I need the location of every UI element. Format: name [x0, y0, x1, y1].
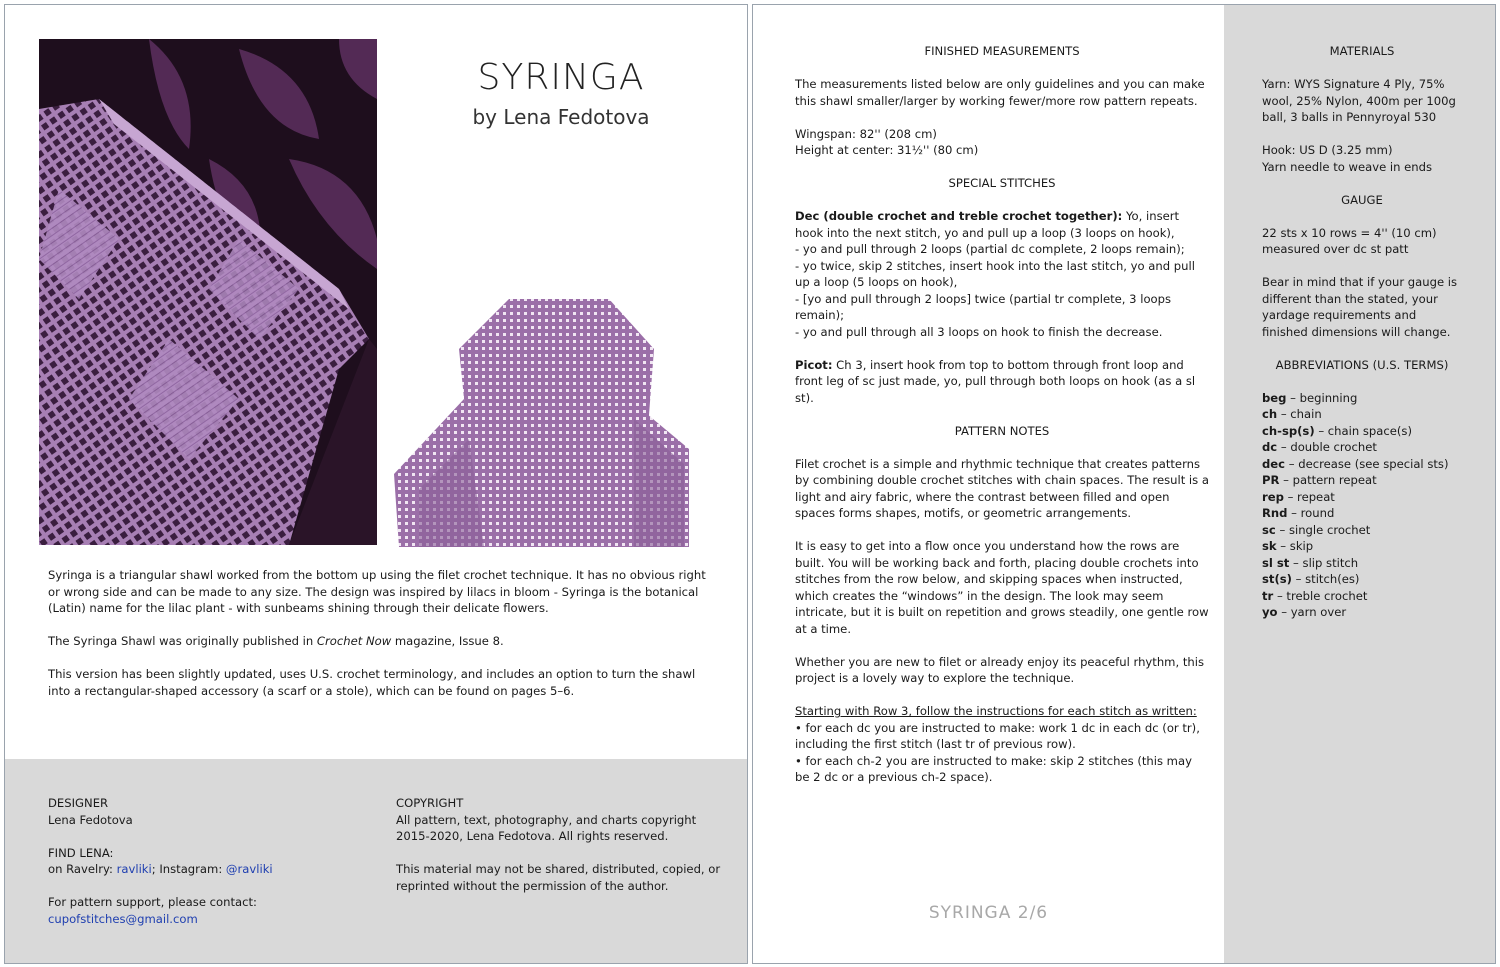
- notes-paragraph: It is easy to get into a flow once you understand how the rows are built. You will be working back and forth, placing double crochets into stitches from the row below, and skipping spaces when instructed, which creates the “windows” in the design. The look may seem intricate, but it is built on repetition and grows steadily, one gentle row at a time.: [795, 539, 1209, 636]
- main-column: [795, 43, 1209, 786]
- credits-footer: [5, 759, 748, 964]
- abbreviation-item: tr – treble crochet: [1262, 588, 1368, 603]
- row3-item: • for each dc you are instructed to make: work 1 dc in each dc (or tr), including the first stitch (last tr of previous row).: [795, 720, 1200, 751]
- picot-definition: Picot: Ch 3, insert hook from top to bottom through front loop and front leg of sc just made, yo, pull through both loops on hook (as a sl st).: [795, 357, 1196, 405]
- row3-item: • for each ch-2 you are instructed to make: skip 2 stitches (this may be 2 dc or a previous ch-2 space).: [795, 753, 1192, 784]
- abbreviation-item: Rnd – round: [1262, 506, 1335, 520]
- materials-heading: MATERIALS: [1329, 44, 1395, 58]
- abbreviation-item: dec – decrease (see special sts): [1262, 456, 1449, 471]
- measurements-text: The measurements listed below are only guidelines and you can make this shawl smaller/larger by working fewer/more row pattern repeats.: [795, 77, 1205, 108]
- intro-paragraph: The Syringa Shawl was originally published in Crochet Now magazine, Issue 8.: [48, 634, 504, 648]
- pattern-author: by Lena Fedotova: [472, 105, 650, 129]
- abbreviation-item: ch-sp(s) – chain space(s): [1262, 423, 1412, 438]
- abbreviation-item: PR – pattern repeat: [1262, 473, 1377, 487]
- picot-label: Picot:: [795, 357, 833, 372]
- abbreviation-item: ch – chain: [1262, 407, 1322, 421]
- intro-paragraph: Syringa is a triangular shawl worked from the bottom up using the filet crochet technique. It has no obvious right or wrong side and can be made to any size. The design was inspired by lilacs in bloom - Syringa is the botanical (Latin) name for the lilac plant - with sunbeams shining through their delicate flowers.: [48, 568, 706, 615]
- dec-definition: Dec (double crochet and treble crochet together): Yo, insert hook into the next stitch, yo and pull up a loop (3 loops on hook),: [795, 209, 1180, 240]
- abbreviation-item: yo – yarn over: [1262, 605, 1347, 619]
- abbreviation-item: sc – single crochet: [1262, 522, 1371, 537]
- abbreviations-list: [1262, 390, 1462, 621]
- dec-step: - yo and pull through all 3 loops on hook to finish the decrease.: [795, 324, 1163, 339]
- abbreviation-item: beg – beginning: [1262, 390, 1358, 405]
- shawl-folded-photo: [389, 289, 689, 547]
- abbreviation-item: rep – repeat: [1262, 489, 1335, 504]
- row3-heading: Starting with Row 3, follow the instructions for each stitch as written:: [795, 704, 1197, 718]
- pattern-title: SYRINGA: [477, 57, 645, 98]
- intro-text: [48, 567, 708, 716]
- social-links: on Ravelry: ravliki; Instagram: @ravliki: [48, 862, 273, 876]
- dec-step: - yo and pull through 2 loops (partial dc complete, 2 loops remain);: [795, 242, 1185, 256]
- gauge-heading: GAUGE: [1341, 192, 1383, 207]
- copyright-notice: This material may not be shared, distributed, copied, or reprinted without the permission of the author.: [396, 862, 721, 893]
- designer-heading: DESIGNER: [48, 796, 109, 810]
- find-heading: FIND LENA:: [48, 845, 114, 860]
- copyright-column: [396, 795, 726, 894]
- abbreviation-item: sk – skip: [1262, 539, 1314, 553]
- notes-paragraph: Filet crochet is a simple and rhythmic technique that creates patterns by combining double crochet stitches with chain spaces. The result is a light and airy fabric, where the contrast between filled and open spaces forms shapes, motifs, or geometric arrangements.: [795, 456, 1209, 520]
- measurements-heading: FINISHED MEASUREMENTS: [924, 44, 1080, 58]
- instagram-link[interactable]: @ravliki: [225, 862, 273, 876]
- gauge-text: 22 sts x 10 rows = 4'' (10 cm) measured over dc st patt: [1262, 225, 1437, 256]
- hook-spec: Hook: US D (3.25 mm): [1262, 143, 1393, 157]
- needle-spec: Yarn needle to weave in ends: [1262, 159, 1433, 174]
- pattern-notes-heading: PATTERN NOTES: [954, 423, 1050, 438]
- dec-step: - [yo and pull through 2 loops] twice (partial tr complete, 3 loops remain);: [795, 291, 1172, 322]
- abbreviations-heading: ABBREVIATIONS (U.S. TERMS): [1275, 357, 1449, 372]
- abbreviation-item: sl st – slip stitch: [1262, 555, 1359, 570]
- page-1: [4, 4, 748, 964]
- abbreviation-item: dc – double crochet: [1262, 440, 1377, 454]
- notes-paragraph: Whether you are new to filet or already enjoy its peaceful rhythm, this project is a lovely way to explore the technique.: [795, 654, 1204, 685]
- page-2: [752, 4, 1496, 964]
- yarn-spec: Yarn: WYS Signature 4 Ply, 75% wool, 25% Nylon, 400m per 100g ball, 3 balls in Pennyroyal 530: [1262, 77, 1456, 124]
- abbreviation-item: st(s) – stitch(es): [1262, 572, 1360, 586]
- special-stitches-heading: SPECIAL STITCHES: [948, 176, 1056, 190]
- dec-step: - yo twice, skip 2 stitches, insert hook into the last stitch, yo and pull up a loop (5 loops on hook),: [795, 258, 1195, 289]
- wingspan: Wingspan: 82'' (208 cm): [795, 126, 937, 141]
- height: Height at center: 31½'' (80 cm): [795, 143, 979, 157]
- page-number: SYRINGA 2/6: [928, 903, 1049, 923]
- materials-sidebar: [1224, 5, 1496, 964]
- support-text: For pattern support, please contact:: [48, 895, 257, 909]
- intro-paragraph: This version has been slightly updated, uses U.S. crochet terminology, and includes an option to turn the shawl into a rectangular-shaped accessory (a scarf or a stole), which can be found on pages 5–6.: [48, 667, 696, 698]
- dec-label: Dec (double crochet and treble crochet together):: [795, 209, 1123, 223]
- ravelry-link[interactable]: ravliki: [116, 862, 152, 876]
- gauge-note: Bear in mind that if your gauge is different than the stated, your yardage requirements and finished dimensions will change.: [1262, 275, 1458, 339]
- copyright-heading: COPYRIGHT: [396, 796, 464, 810]
- shawl-closeup-photo: [39, 39, 377, 545]
- support-email-link[interactable]: cupofstitches@gmail.com: [48, 911, 198, 926]
- designer-column: [48, 795, 368, 927]
- copyright-text: All pattern, text, photography, and charts copyright 2015-2020, Lena Fedotova. All rights reserved.: [396, 812, 697, 843]
- designer-name: Lena Fedotova: [48, 812, 133, 827]
